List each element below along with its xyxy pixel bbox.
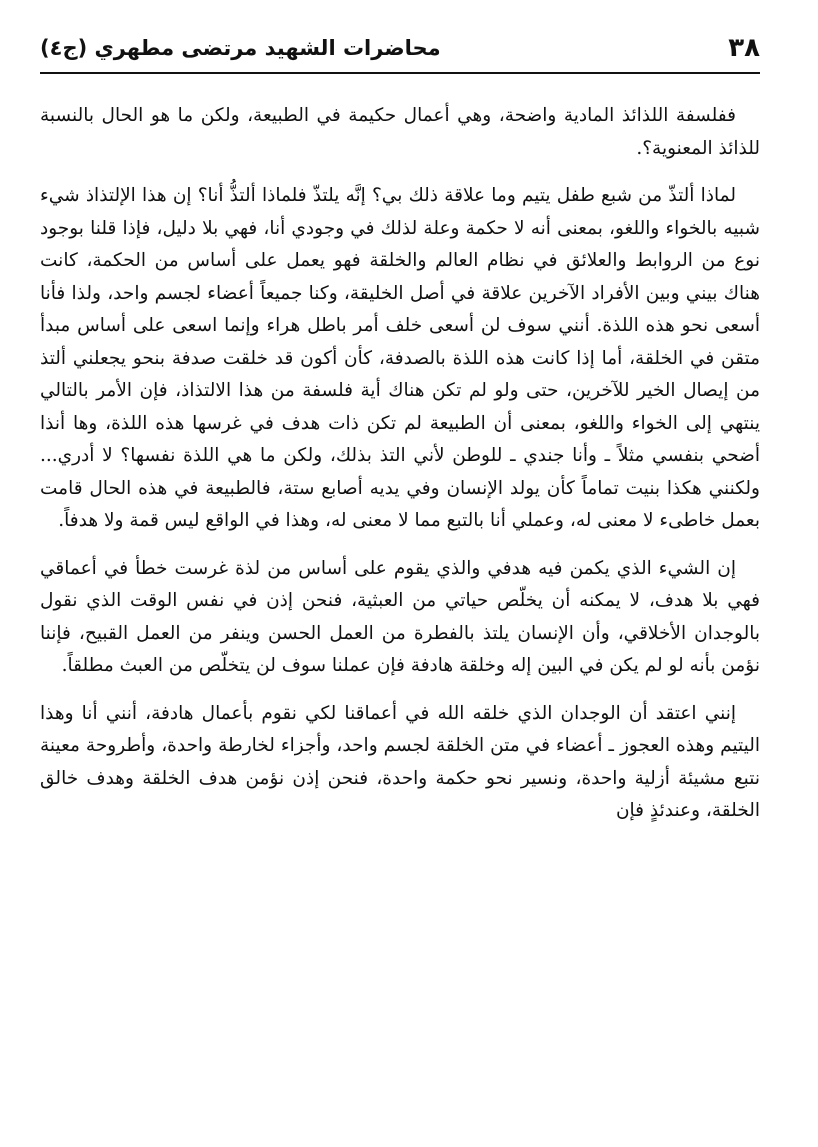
header-divider bbox=[40, 72, 760, 74]
paragraph: لماذا ألتذّ من شبع طفل يتيم وما علاقة ذلك بي؟ إنَّه يلتذّ فلماذا ألتذُّ أنا؟ إن هذا الإلتذاذ شيء شبيه بالخواء واللغو، بمعنى أنه لا حكمة وعلة لذلك في وجودي أنا، فهي بلا دليل، فإذا قلنا بوجود نوع من الروابط والعلائق في نظام العالم والخلقة فهو يعمل على أساس من الحكمة، كانت هناك بيني وبين الأفراد الآخرين علاقة في أصل الخليقة، وكنا جميعاً أعضاء لجسم واحد، ولذا فأنا أسعى نحو هذه اللذة. أنني سوف لن أسعى خلف أمر باطل هراء وإنما اسعى على أساس مبدأ متقن في الخلقة، أما إذا كانت هذه اللذة بالصدفة، كأن أكون قد خلقت صدفة بنحو يجعلني ألتذ من إيصال الخير للآخرين، حتى ولو لم تكن هناك أية فلسفة من هذا الالتذاذ، فإن الأمر بالتالي ينتهي إلى الخواء واللغو، بمعنى أن الطبيعة لم تكن ذات هدف في غرسها هذه اللذة، وها أنذا أضحي بنفسي مثلاً ـ وأنا جندي ـ للوطن لأني التذ بذلك، ولكن ما هي اللذة نفسها؟ لا أدري... ولكنني هكذا بنيت تماماً كأن يولد الإنسان وفي يديه أصابع ستة، فالطبيعة في هذه الحال قامت بعمل خاطىء لا معنى له، وعملي أنا بالتبع مما لا معنى له، وهذا في الواقع ليس قمة ولا هدفاً. bbox=[40, 185, 760, 531]
paragraph: إنني اعتقد أن الوجدان الذي خلقه الله في أعماقنا لكي نقوم بأعمال هادفة، أنني أنا وهذا اليتيم وهذه العجوز ـ أعضاء في متن الخلقة لجسم واحد، وأجزاء لخارطة واحدة، وأطروحة معينة نتبع مشيئة أزلية واحدة، ونسير نحو حكمة واحدة، فنحن إذن نؤمن هدف الخلقة وهدف خالق الخلقة، وعندئذٍ فإن bbox=[40, 702, 760, 821]
paragraph: ففلسفة اللذائذ المادية واضحة، وهي أعمال حكيمة في الطبيعة، ولكن ما هو الحال بالنسبة للذائذ المعنوية؟. bbox=[40, 105, 760, 159]
body-text bbox=[40, 100, 760, 828]
book-title: محاضرات الشهيد مرتضى مطهري (ج٤) bbox=[40, 36, 441, 60]
paragraph: إن الشيء الذي يكمن فيه هدفي والذي يقوم على أساس من لذة غرست خطأ في أعماقي فهي بلا هدف، لا يمكنه أن يخلّص حياتي من العبثية، فنحن إذن في نفس الوقت الذي نقول بالوجدان الأخلاقي، وأن الإنسان يلتذ بالفطرة من العمل الحسن وينفر من العمل القبيح، فإننا نؤمن بأنه لو لم يكن في البين إله وخلقة هادفة فإن عملنا سوف لن يتخلّص من العبث مطلقاً. bbox=[40, 557, 760, 676]
page-number: ٣٨ bbox=[728, 33, 760, 63]
running-header bbox=[40, 28, 760, 68]
